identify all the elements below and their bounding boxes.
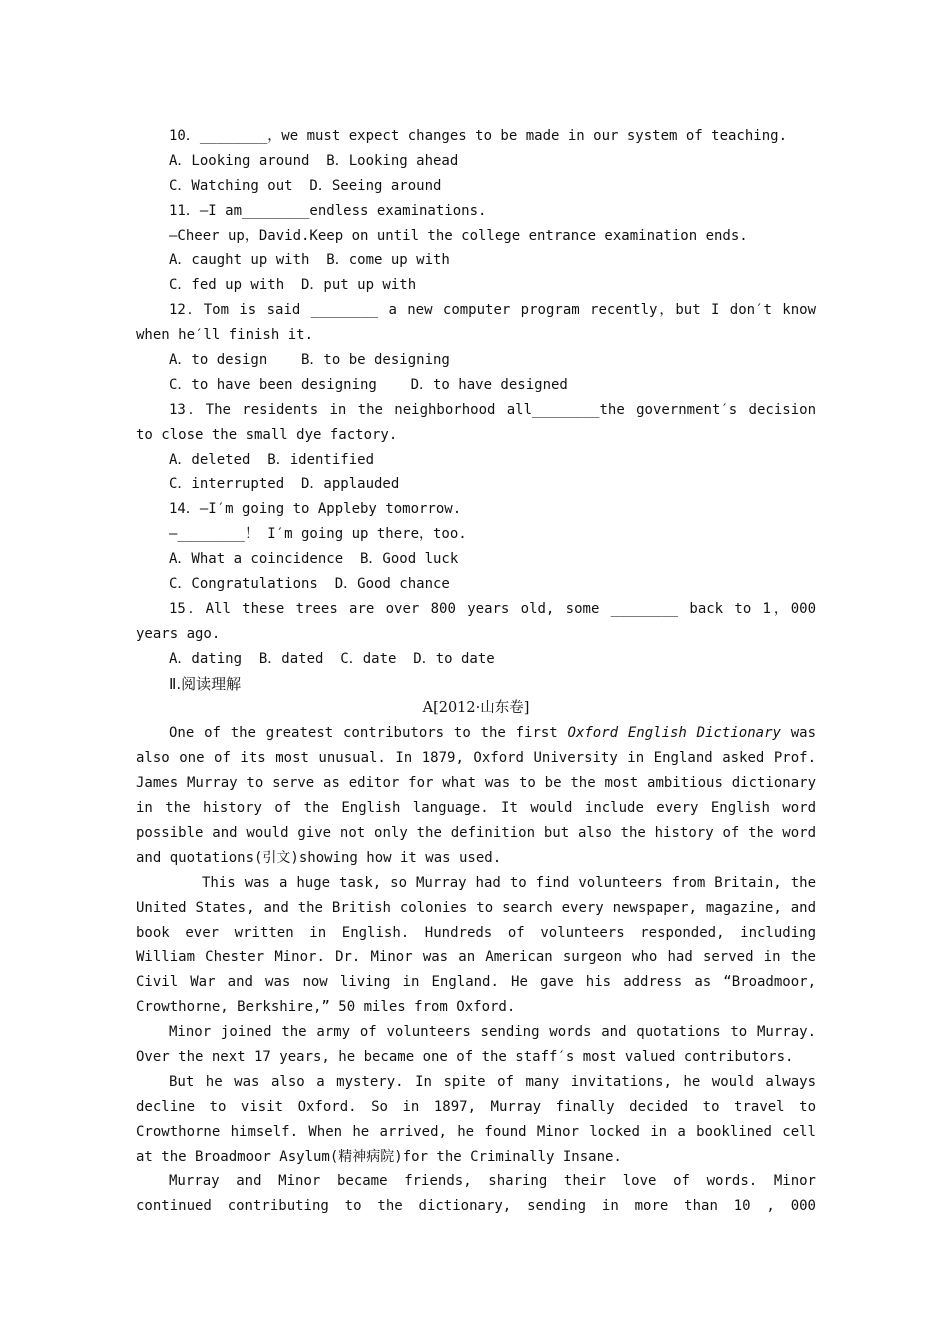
passage-p1-line6: and quotations(引文)showing how it was used. (136, 849, 502, 866)
passage-p1-line4: in the history of the English language. It would include every English word (136, 800, 816, 817)
passage-p2-line4: William Chester Minor. Dr. Minor was an American surgeon who had served in the (136, 949, 816, 966)
question-14-options-cd: C．Congratulations D．Good chance (169, 576, 450, 593)
question-10-stem: 10．________，we must expect changes to be made in our system of teaching. (169, 128, 788, 144)
question-14-options-ab: A．What a coincidence B．Good luck (169, 551, 459, 568)
passage-p1-line1 (136, 721, 816, 746)
question-11-stem: 11．—I am________endless examinations. (169, 202, 487, 219)
passage-p2-line6: Crowthorne, Berkshire,” 50 miles from Oxford. (136, 999, 516, 1016)
question-14-stem: 14．—I′m going to Appleby tomorrow. (169, 501, 462, 518)
question-13-stem-cont: to close the small dye factory. (136, 426, 398, 443)
document-page (136, 124, 816, 1219)
passage-p1-line1-pre: One of the greatest contributors to the first (169, 725, 568, 742)
passage-p4-line1: But he was also a mystery. In spite of many invitations, he would always (169, 1073, 816, 1090)
question-14-reply: —________！ I′m going up there，too. (169, 526, 467, 543)
question-12-stem-cont: when he′ll finish it. (136, 327, 314, 344)
question-15-stem-cont: years ago. (136, 625, 221, 642)
passage-p5-line1: Murray and Minor became friends, sharing their love of words. Minor (169, 1173, 816, 1190)
question-10-options-cd: C．Watching out D．Seeing around (169, 177, 442, 194)
passage-p1-line5: possible and would give not only the definition but also the history of the word (136, 824, 816, 841)
question-13-options-cd: C．interrupted D．applauded (169, 476, 400, 493)
passage-p3-line2: Over the next 17 years, he became one of the staff′s most valued contributors. (136, 1048, 794, 1065)
passage-p2-line2: United States, and the British colonies to search every newspaper, magazine, and (136, 899, 816, 916)
question-11-options-cd: C．fed up with D．put up with (169, 277, 417, 294)
passage-p1-line3: James Murray to serve as editor for what was to be the most ambitious dictionary (136, 775, 816, 792)
passage-p2-line1: This was a huge task, so Murray had to find volunteers from Britain, the (202, 874, 816, 891)
question-15-options: A．dating B．dated C．date D．to date (169, 650, 495, 667)
passage-p2-line3: book ever written in English. Hundreds of volunteers responded, including (136, 924, 816, 941)
passage-p4-line3: Crowthorne himself. When he arrived, he found Minor locked in a booklined cell (136, 1123, 816, 1140)
passage-p1-line1-post: was (780, 725, 817, 742)
question-11-reply: —Cheer up，David.Keep on until the college entrance examination ends. (169, 227, 748, 244)
passage-p4-line4: at the Broadmoor Asylum(精神病院)for the Criminally Insane. (136, 1148, 622, 1165)
question-13-options-ab: A．deleted B．identified (169, 451, 375, 468)
question-13-stem: 13．The residents in the neighborhood all________the government′s decision (169, 401, 816, 418)
passage-p2-line5: Civil War and was now living in England. He gave his address as “Broadmoor, (136, 974, 816, 991)
question-11-options-ab: A．caught up with B．come up with (169, 252, 450, 269)
passage-p3-line1: Minor joined the army of volunteers sending words and quotations to Murray. (169, 1024, 816, 1041)
passage-source: A[2012·山东卷] (422, 700, 530, 717)
question-15-stem: 15．All these trees are over 800 years old, some ________ back to 1，000 (169, 600, 816, 617)
question-12-options-ab: A．to design B．to be designing (169, 352, 450, 369)
question-10-options-ab: A．Looking around B．Looking ahead (169, 152, 459, 169)
passage-p5-line2: continued contributing to the dictionary, sending in more than 10 , 000 (136, 1198, 816, 1215)
passage-p4-line2: decline to visit Oxford. So in 1897, Murray finally decided to travel to (136, 1098, 816, 1115)
passage-p1-line2: also one of its most unusual. In 1879, Oxford University in England asked Prof. (136, 750, 816, 767)
section-title: Ⅱ.阅读理解 (169, 674, 242, 693)
question-12-options-cd: C．to have been designing D．to have designed (169, 376, 568, 393)
question-12-stem: 12．Tom is said ________ a new computer program recently，but I don′t know (169, 302, 816, 319)
dictionary-title: Oxford English Dictionary (567, 725, 781, 742)
